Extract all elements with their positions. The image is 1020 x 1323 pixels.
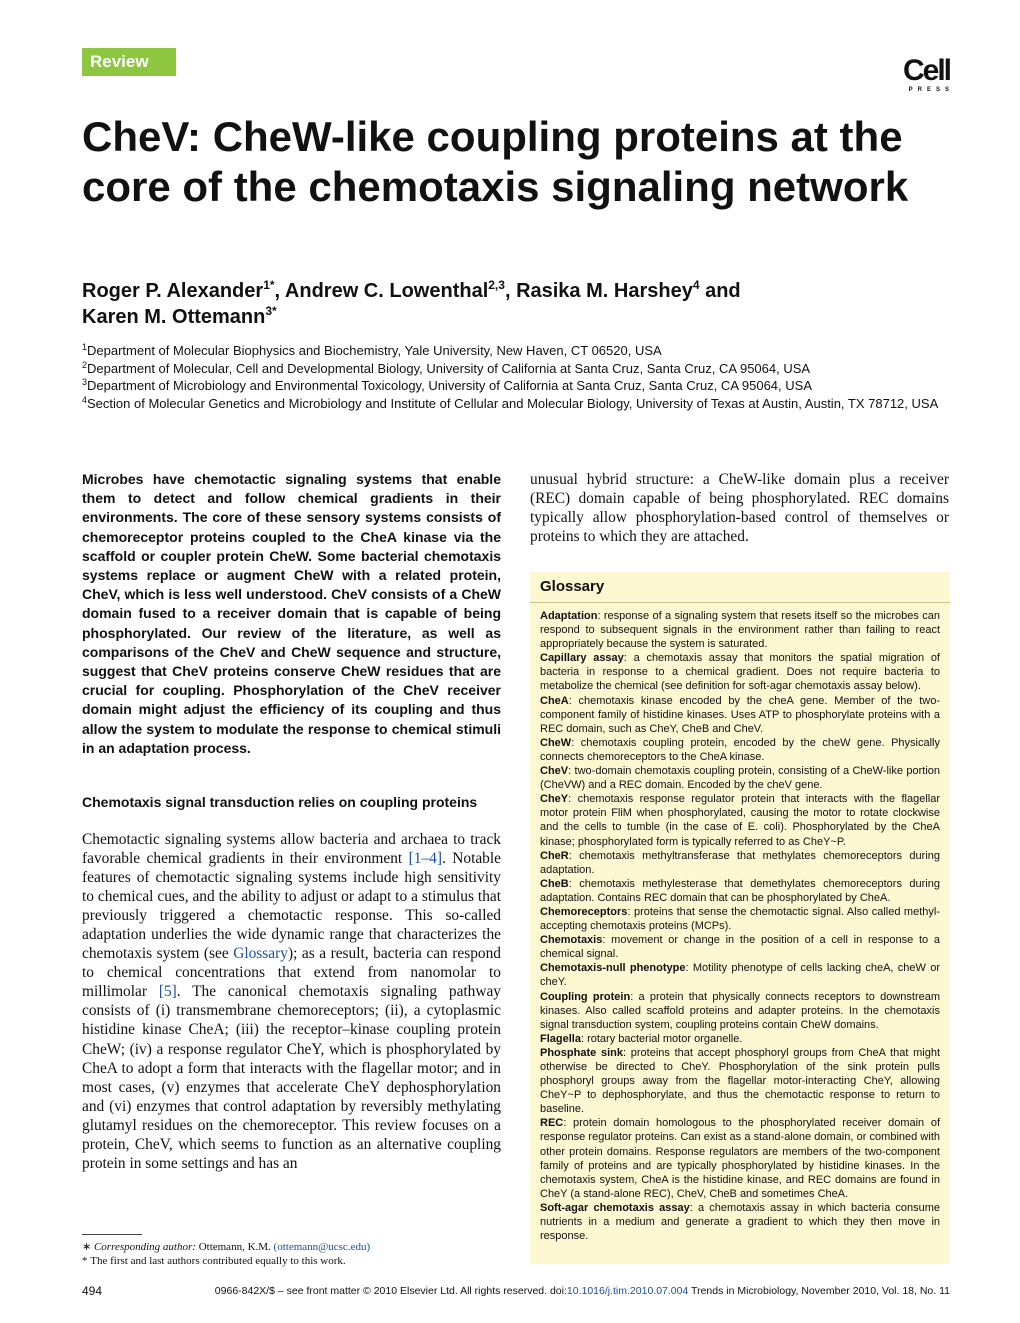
glossary-term: CheY bbox=[540, 793, 569, 806]
footer-copyright: 0966-842X/$ – see front matter © 2010 Elsevier Ltd. All rights reserved. doi: bbox=[214, 1285, 567, 1297]
glossary-definition: : two-domain chemotaxis coupling protein, consisting of a CheW-like portion (CheVW) and a REC domain. Encoded by the cheV gene. bbox=[540, 765, 940, 792]
glossary-term: Soft-agar chemotaxis assay bbox=[540, 1201, 690, 1214]
affiliation-text: Department of Microbiology and Environmental Toxicology, University of California at Santa Cruz, Santa Cruz, CA 95064, USA bbox=[87, 378, 812, 393]
affiliation-num: 4 bbox=[82, 394, 88, 405]
reference-link[interactable]: [1–4] bbox=[408, 850, 442, 868]
glossary-entry bbox=[540, 609, 940, 651]
glossary-entry bbox=[540, 736, 940, 764]
footer-citation bbox=[200, 1285, 950, 1297]
affiliation-text: Section of Molecular Genetics and Microbiology and Institute of Cellular and Molecular Biology, University of Texas at Austin, Austin, TX 78712, USA bbox=[87, 395, 939, 411]
glossary-term: Phosphate sink bbox=[540, 1046, 623, 1059]
author-name: Karen M. Ottemann bbox=[82, 306, 266, 328]
glossary-term: CheW bbox=[540, 736, 572, 749]
glossary-definition: : chemotaxis methylesterase that demethylates chemoreceptors during adaptation. Contains REC domain that can be phosphorylated by CheA. bbox=[540, 877, 940, 904]
body-text-left bbox=[82, 830, 501, 1173]
glossary-definition: : proteins that accept phosphoryl groups from CheA that might otherwise be directed to CheY. Phosphorylation of the sink protein pulls phosphoryl groups away from the flagellar motor-interacting CheY, allowing CheY~P to dephosphorylate, and thus the chemotactic response to return to baseline. bbox=[540, 1046, 940, 1116]
glossary-heading: Glossary bbox=[530, 572, 950, 603]
author-sep: , bbox=[504, 280, 517, 302]
glossary-term: CheA bbox=[540, 694, 569, 707]
article-title: CheV: CheW-like coupling proteins at the core of the chemotaxis signaling network bbox=[82, 113, 909, 210]
author-sep: and bbox=[699, 280, 741, 302]
glossary-definition: : Motility phenotype of cells lacking cheA, cheW or cheY. bbox=[540, 962, 940, 989]
glossary-term: Coupling protein bbox=[540, 990, 631, 1003]
footer-journal: Trends in Microbiology, November 2010, Vol. 18, No. 11 bbox=[688, 1285, 950, 1297]
affiliation bbox=[82, 395, 962, 413]
glossary-definition: : a chemotaxis assay that monitors the spatial migration of bacteria in response to a chemical gradient. Does not require bacteria to metabolize the chemical (see definition for soft-agar chemotaxis assay below). bbox=[540, 652, 940, 693]
glossary-definition: : a chemotaxis assay in which bacteria consume nutrients in a medium and generate a gradient to which they then move in response. bbox=[540, 1201, 941, 1243]
affiliation-list bbox=[82, 342, 962, 412]
glossary-definition: : rotary bacterial motor organelle. bbox=[580, 1032, 743, 1045]
glossary-definition: : chemotaxis methyltransferase that methylates chemoreceptors during adaptation. bbox=[540, 849, 940, 876]
author-sep: , bbox=[274, 280, 285, 302]
affiliation-text: Department of Molecular, Cell and Developmental Biology, University of California at Santa Cruz, Santa Cruz, CA 95064, USA bbox=[87, 360, 811, 376]
glossary-term: CheV bbox=[540, 765, 569, 778]
abstract: Microbes have chemotactic signaling systems that enable them to detect and follow chemical gradients in their environments. The core of these sensory systems consists of chemoreceptor proteins coupled to the CheA kinase via the scaffold or coupler protein CheW. Some bacterial chemotaxis systems replace or augment CheW with a related protein, CheV, which is less well understood. CheV consists of a CheW domain fused to a receiver domain that is capable of being phosphorylated. Our review of the literature, as well as comparisons of the CheV and CheW sequence and structure, suggest that CheV proteins conserve CheW residues that are crucial for coupling. Phosphorylation of the CheV receiver domain might adjust the efficiency of its coupling and thus allow the system to modulate the response to chemical stimuli in an adaptation process. bbox=[82, 471, 501, 756]
glossary-box bbox=[530, 572, 950, 1264]
glossary-term: Capillary assay bbox=[540, 652, 624, 665]
affiliation bbox=[82, 377, 962, 395]
glossary-entry bbox=[540, 1116, 940, 1201]
author-name: Roger P. Alexander bbox=[82, 280, 264, 302]
glossary-definition: : response of a signaling system that resets itself so the microbes can respond to subsequent signals in the environment rather than failing to react appropriately because the system is saturated. bbox=[540, 610, 940, 651]
glossary-term: Chemotaxis bbox=[540, 934, 603, 947]
affiliation-text: Department of Molecular Biophysics and Biochemistry, Yale University, New Haven, CT 06520, USA bbox=[87, 343, 662, 358]
glossary-term: Flagella bbox=[540, 1032, 581, 1045]
glossary-entry bbox=[540, 961, 940, 989]
glossary-definition: : chemotaxis response regulator protein that interacts with the flagellar motor protein FliM when phosphorylated, causing the motor to rotate clockwise and the cells to tumble (in the case of E. coli). Phosphorylated by the CheA kinase; phosphorylated form is typically referred to as CheY~P. bbox=[540, 793, 940, 848]
glossary-entry bbox=[540, 877, 940, 905]
glossary-term: Adaptation bbox=[540, 610, 598, 622]
glossary-term: REC bbox=[540, 1117, 564, 1130]
footnote-label: Corresponding author: bbox=[93, 1241, 196, 1253]
glossary-definition: : chemotaxis coupling protein, encoded by the cheW gene. Physically connects chemoreceptors to the CheA kinase. bbox=[540, 736, 940, 763]
page-number: 494 bbox=[82, 1284, 103, 1298]
affiliation-num: 3 bbox=[82, 377, 88, 387]
section-heading: Chemotaxis signal transduction relies on coupling proteins bbox=[82, 794, 478, 810]
glossary-entry bbox=[540, 1046, 940, 1116]
cell-press-logo bbox=[890, 54, 954, 94]
glossary-entries bbox=[530, 603, 950, 1243]
glossary-entry bbox=[540, 764, 940, 792]
glossary-term: CheR bbox=[540, 849, 569, 862]
glossary-entry bbox=[540, 651, 940, 693]
glossary-entry bbox=[540, 1032, 940, 1046]
footnote-name: Ottemann, K.M. bbox=[195, 1241, 274, 1253]
glossary-entry bbox=[540, 905, 940, 933]
glossary-definition: : a protein that physically connects receptors to downstream kinases. Also called scaffold proteins and adapter proteins. In the chemotaxis signal transduction system, coupling proteins contain CheW domains. bbox=[540, 990, 941, 1031]
affiliation-num: 1 bbox=[82, 342, 88, 352]
body-text-right: unusual hybrid structure: a CheW-like domain plus a receiver (REC) domain capable of being phosphorylated. REC domains typically allow phosphorylation-based control of themselves or proteins to which they are attached. bbox=[530, 471, 949, 546]
affiliation bbox=[82, 342, 962, 360]
glossary-link[interactable]: Glossary bbox=[233, 945, 288, 963]
author-affil-sup: 4 bbox=[692, 278, 700, 292]
glossary-entry bbox=[540, 792, 940, 848]
email-link[interactable]: (ottemann@ucsc.edu) bbox=[273, 1241, 371, 1253]
corresponding-author-note: ∗ Corresponding author: Ottemann, K.M. (ottemann@ucsc.edu) bbox=[82, 1241, 371, 1253]
author-name: Andrew C. Lowenthal bbox=[284, 280, 489, 302]
logo-word: Cell bbox=[902, 54, 950, 87]
equal-contribution-note: * The first and last authors contributed equally to this work. bbox=[82, 1255, 346, 1267]
glossary-term: Chemoreceptors bbox=[540, 905, 628, 918]
section-tab: Review bbox=[82, 48, 176, 76]
author-affil-sup: 2,3 bbox=[488, 278, 505, 292]
glossary-entry bbox=[540, 1201, 940, 1243]
glossary-term: Chemotaxis-null phenotype bbox=[540, 962, 686, 975]
footnotes bbox=[82, 1240, 501, 1268]
doi-link[interactable]: 10.1016/j.tim.2010.07.004 bbox=[566, 1285, 689, 1297]
body-segment: Chemotactic signaling systems allow bacteria and archaea to track favorable chemical gradients in their environment bbox=[82, 831, 501, 868]
affiliation-num: 2 bbox=[82, 359, 88, 370]
glossary-term: CheB bbox=[540, 877, 569, 890]
body-segment: . The canonical chemotaxis signaling pathway consists of (i) transmembrane chemoreceptors; (ii), a cytoplasmic histidine kinase CheA; (iii) the receptor–kinase coupling protein CheW; (iv) a response regulator CheY, which is phosphorylated by CheA to adopt a form that interacts with the flagellar motor; and in most cases, (v) enzymes that accelerate CheY dephosphorylation and (vi) enzymes that control adaptation by reversibly methylating glutamyl residues on the chemoreceptor. This review focuses on a protein, CheV, which seems to function as an alternative coupling protein in some settings and has an bbox=[82, 983, 502, 1172]
glossary-entry bbox=[540, 849, 940, 877]
glossary-entry bbox=[540, 694, 940, 736]
author-list bbox=[82, 278, 962, 330]
logo-sub: PRESS bbox=[908, 87, 954, 93]
body-segment: . Notable features of chemotactic signaling systems include high sensitivity to chemical cues, and the ability to adjust or adapt to a stimulus that previously triggered a chemotactic response. This so-called adaptation underlies the wide dynamic range that characterizes the chemotaxis system (see bbox=[82, 850, 501, 963]
body-segment: ); as a result, bacteria can respond to chemical concentrations that extend from nanomolar to millimolar bbox=[82, 945, 501, 1001]
glossary-entry bbox=[540, 933, 940, 961]
author-affil-sup: 1* bbox=[263, 278, 275, 292]
glossary-entry bbox=[540, 990, 940, 1032]
glossary-definition: : movement or change in the position of a cell in response to a chemical signal. bbox=[540, 934, 940, 961]
glossary-definition: : chemotaxis kinase encoded by the cheA gene. Member of the two-component family of histidine kinases. Uses ATP to phosphorylate proteins with a REC domain, such as CheY, CheB and CheV. bbox=[540, 694, 940, 735]
author-name: Rasika M. Harshey bbox=[516, 280, 693, 302]
glossary-definition: : proteins that sense the chemotactic signal. Also called methyl-accepting chemotaxis proteins (MCPs). bbox=[540, 905, 940, 933]
affiliation bbox=[82, 360, 962, 378]
glossary-definition: : protein domain homologous to the phosphorylated receiver domain of response regulator proteins. Can exist as a stand-alone domain, or combined with other protein domains. Response regulators are members of the two-component family of proteins and are typically phosphorylated by histidine kinases. In the chemotaxis system, CheA is the histidine kinase, and REC domains are found in CheY (a stand-alone REC), CheV, CheB and sometimes CheA. bbox=[540, 1117, 940, 1200]
footnote-text: The first and last authors contributed equally to this work. bbox=[90, 1255, 346, 1267]
footnote-divider bbox=[82, 1234, 142, 1235]
author-affil-sup: 3* bbox=[265, 304, 277, 318]
reference-link[interactable]: [5] bbox=[158, 983, 177, 1001]
